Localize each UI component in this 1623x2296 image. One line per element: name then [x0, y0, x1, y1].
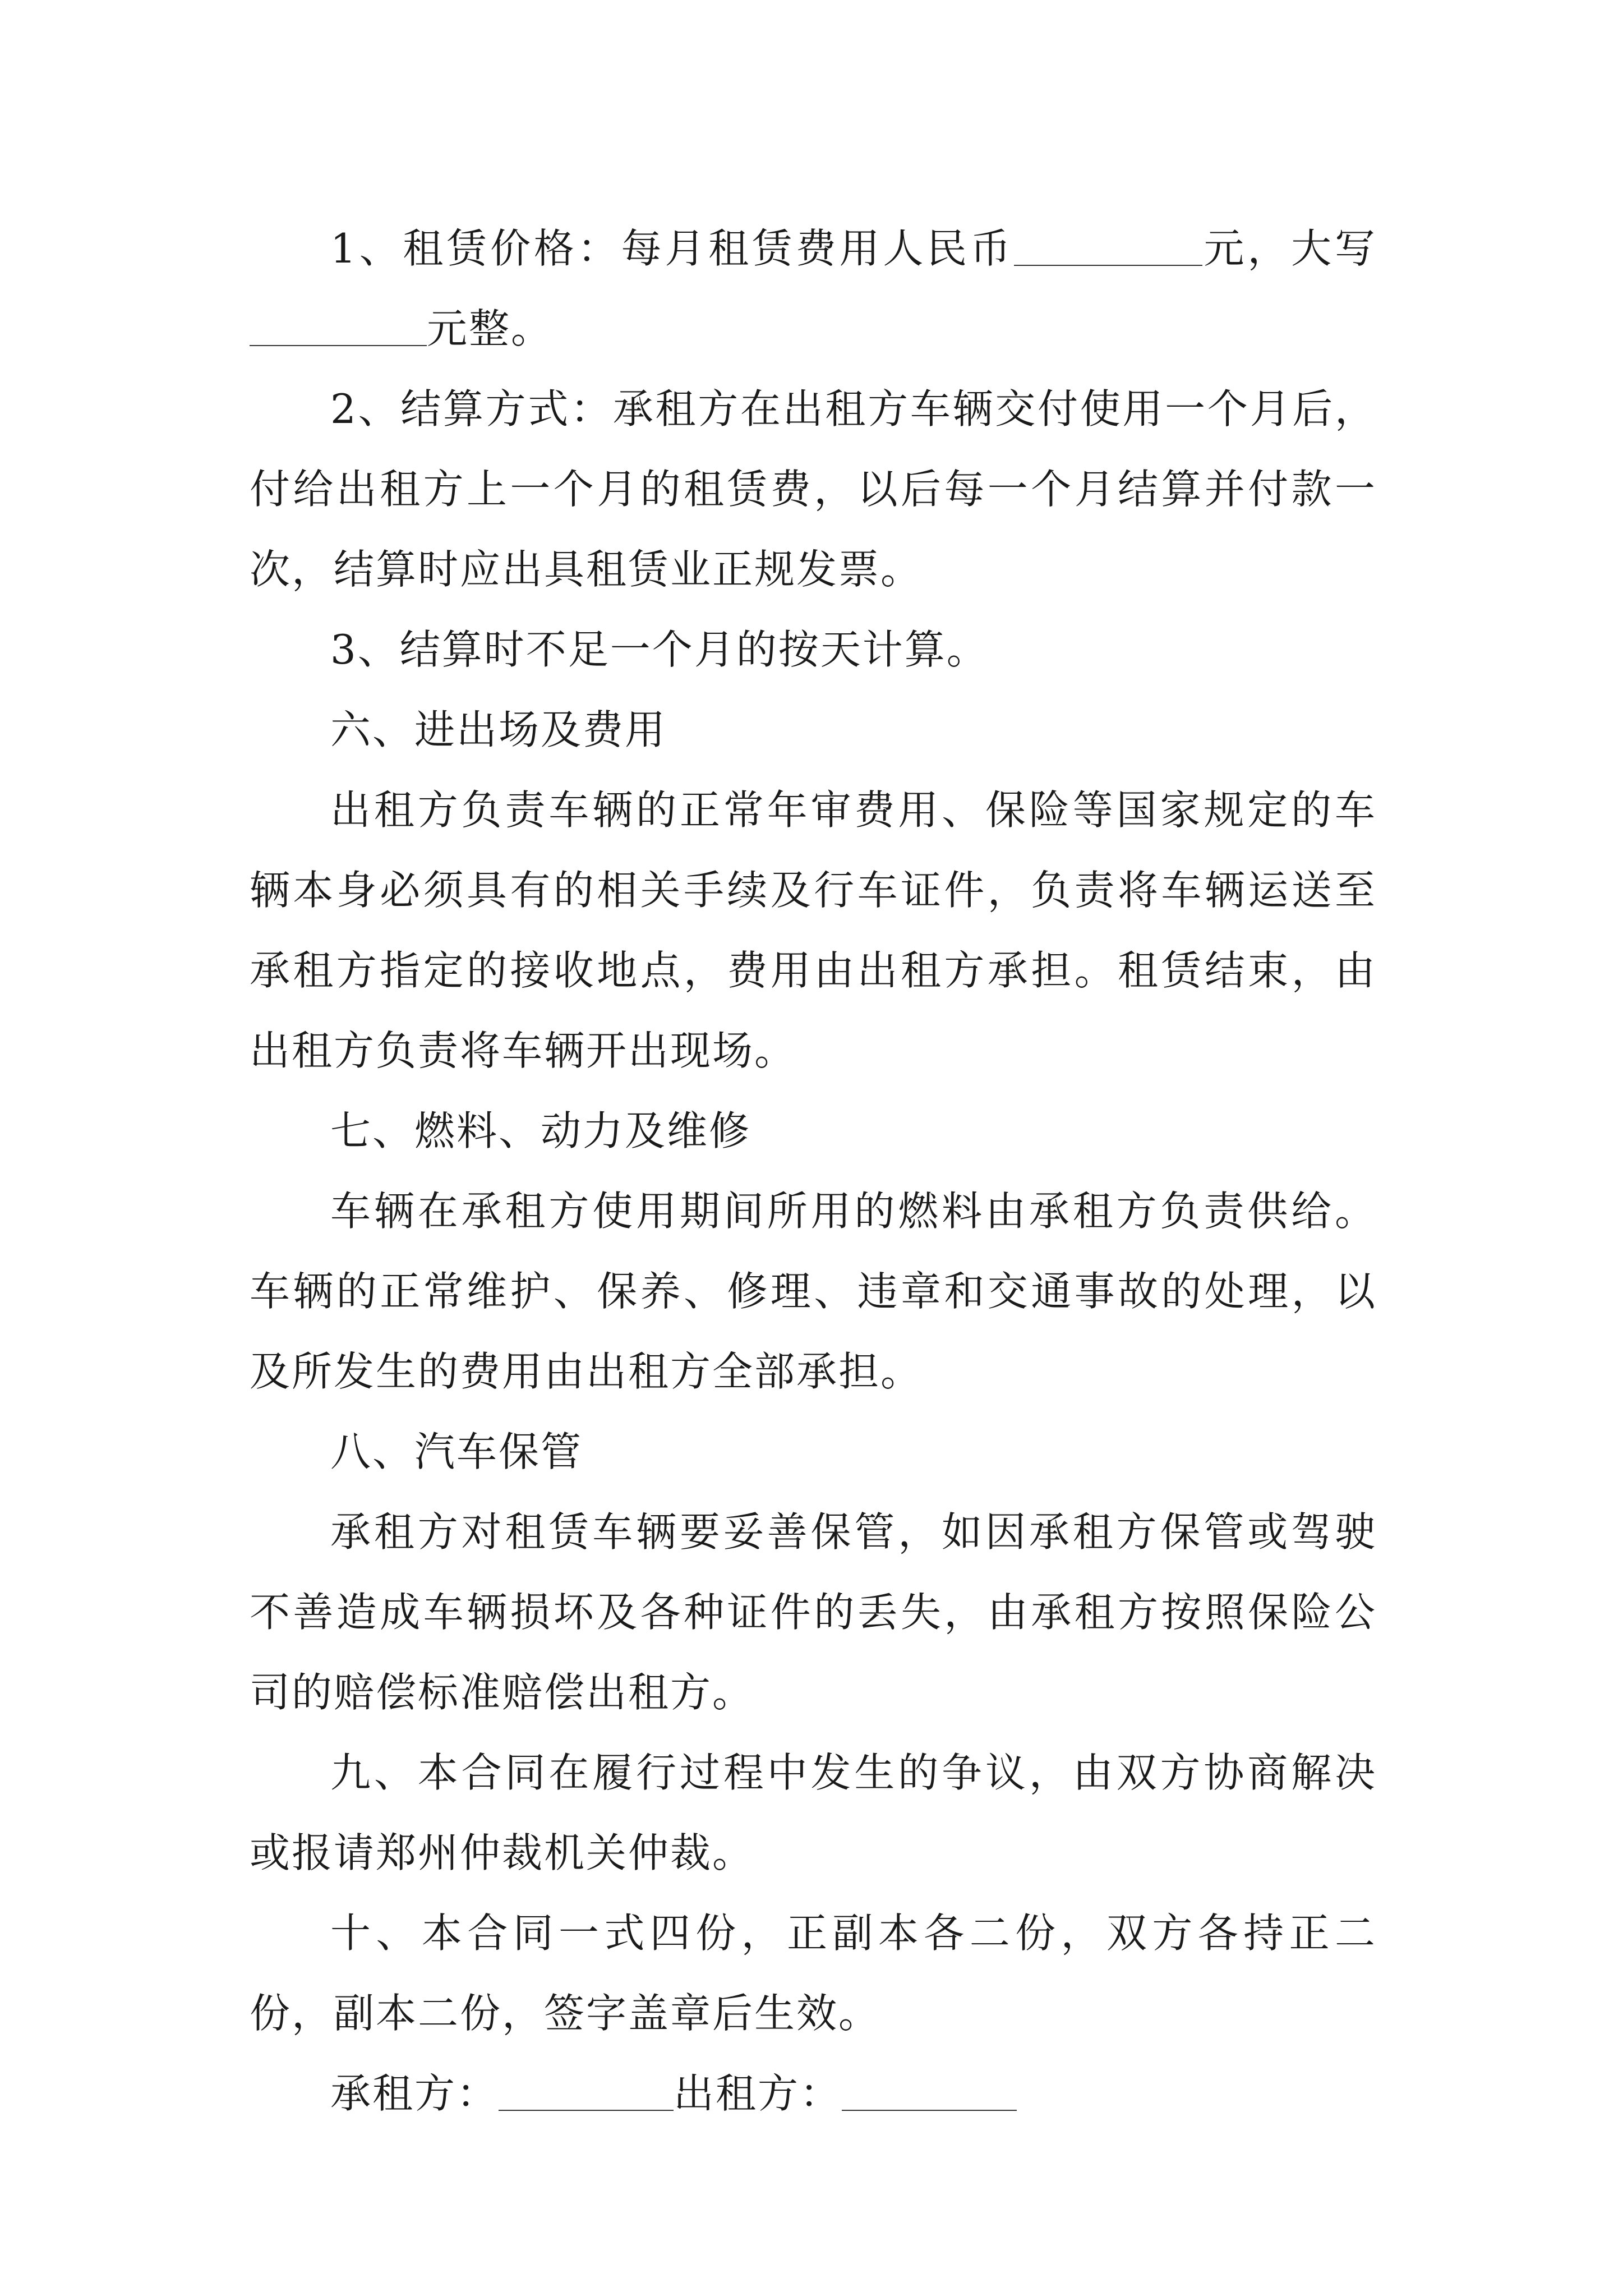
- paragraph-rental-price: [250, 209, 1377, 369]
- amount-blank: [1014, 229, 1202, 266]
- signature-line: [250, 2054, 1377, 2134]
- paragraph-section-6: 出租方负责车辆的正常年审费用、保险等国家规定的车辆本身必须具有的相关手续及行车证件，负责将车辆运送至承租方指定的接收地点，费用由出租方承担。租赁结束，由出租方负责将车辆开出现场。: [250, 786, 1377, 1074]
- heading-section-7: 七、燃料、动力及维修: [330, 1107, 751, 1154]
- lessee-signature-blank: [499, 2074, 674, 2111]
- heading-section-6: 六、进出场及费用: [330, 706, 667, 753]
- paragraph-section-7: 车辆在承租方使用期间所用的燃料由承租方负责供给。车辆的正常维护、保养、修理、违章和交通事故的处理，以及所发生的费用由出租方全部承担。: [250, 1188, 1377, 1395]
- amount-uppercase-blank: [250, 309, 427, 346]
- lessee-label: 承租方：: [330, 2070, 499, 2117]
- paragraph-settlement-method: 2、结算方式：承租方在出租方车辆交付使用一个月后，付给出租方上一个月的租赁费，以后每一个月结算并付款一次，结算时应出具租赁业正规发票。: [250, 385, 1377, 593]
- paragraph-daily-billing: 3、结算时不足一个月的按天计算。: [330, 626, 989, 673]
- rental-price-suffix: 元整。: [427, 305, 554, 352]
- document-body: [250, 209, 1377, 2134]
- paragraph-section-10: 十、本合同一式四份，正副本各二份，双方各持正二份，副本二份，签字盖章后生效。: [250, 1910, 1377, 2037]
- lessor-signature-blank: [842, 2074, 1017, 2111]
- paragraph-section-9: 九、本合同在履行过程中发生的争议，由双方协商解决或报请郑州仲裁机关仲裁。: [250, 1749, 1377, 1876]
- heading-section-8: 八、汽车保管: [330, 1428, 583, 1475]
- rental-price-text: 1、租赁价格：每月租赁费用人民币: [330, 225, 1014, 272]
- lessor-label: 出租方：: [674, 2070, 842, 2117]
- paragraph-section-8: 承租方对租赁车辆要妥善保管，如因承租方保管或驾驶不善造成车辆损坏及各种证件的丢失，由承租方按照保险公司的赔偿标准赔偿出租方。: [250, 1508, 1377, 1716]
- rental-price-uppercase-label: 元，大写: [1202, 225, 1377, 272]
